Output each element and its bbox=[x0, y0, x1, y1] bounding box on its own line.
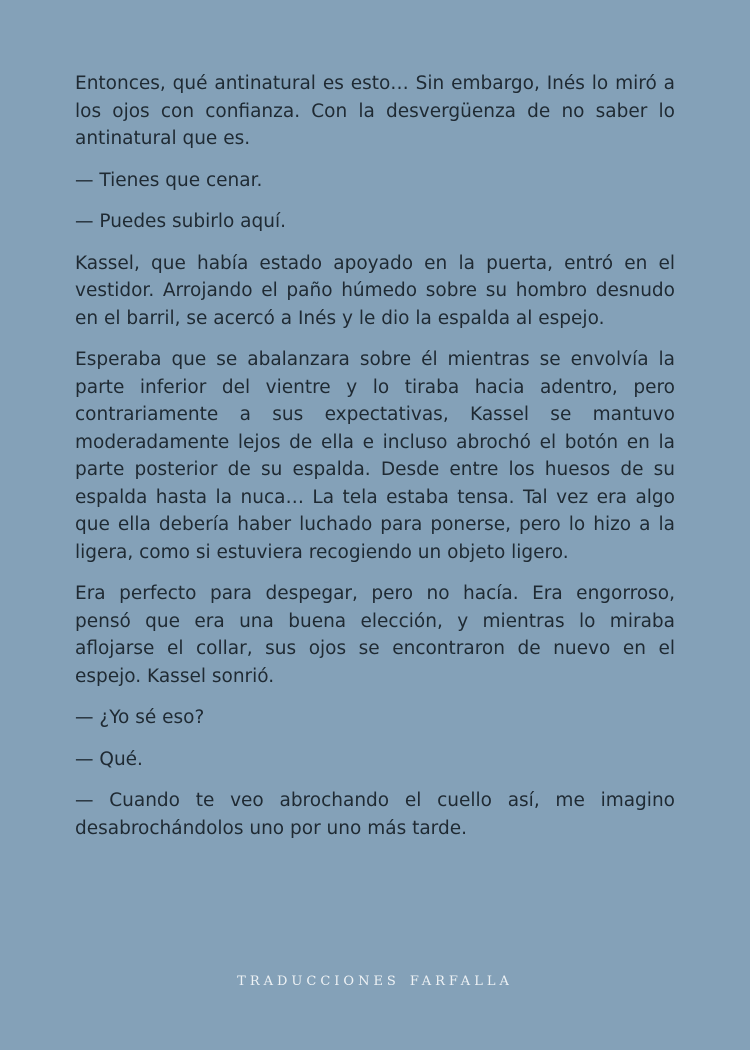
paragraph: Esperaba que se abalanzara sobre él mientras se envolvía la parte inferior del vientre y lo tiraba hacia adentro, pero contrariamente a sus expectativas, Kassel se mantuvo moderadamente lejos de ella e incluso abrochó el botón en la parte posterior de su espalda. Desde entre los huesos de su espalda hasta la nuca… La tela estaba tensa. Tal vez era algo que ella debería haber luchado para ponerse, pero lo hizo a la ligera, como si estuviera recogiendo un objeto ligero. bbox=[75, 349, 675, 563]
dialogue-line: — Cuando te veo abrochando el cuello así, me imagino desabrochándolos uno por uno más tarde. bbox=[75, 790, 675, 839]
dialogue-line: — ¿Yo sé eso? bbox=[75, 707, 205, 728]
paragraph: Entonces, qué antinatural es esto… Sin embargo, Inés lo miró a los ojos con confianza. Con la desvergüenza de no saber lo antinatural que es. bbox=[75, 73, 675, 149]
dialogue-line: — Puedes subirlo aquí. bbox=[75, 211, 286, 232]
footer-credit bbox=[0, 974, 750, 989]
paragraph: Kassel, que había estado apoyado en la puerta, entró en el vestidor. Arrojando el paño húmedo sobre su hombro desnudo en el barril, se acercó a Inés y le dio la espalda al espejo. bbox=[75, 252, 675, 329]
dialogue-line: — Tienes que cenar. bbox=[75, 169, 263, 191]
page-body bbox=[75, 70, 675, 856]
footer-word-farfalla: FARFALLA bbox=[409, 974, 513, 989]
paragraph: Era perfecto para despegar, pero no hacía. Era engorroso, pensó que era una buena elección, y mientras lo miraba aflojarse el collar, sus ojos se encontraron de nuevo en el espejo. Kassel sonrió. bbox=[75, 583, 675, 687]
dialogue-line: — Qué. bbox=[75, 748, 143, 770]
footer-word-traducciones: TRADUCCIONES bbox=[237, 974, 400, 989]
